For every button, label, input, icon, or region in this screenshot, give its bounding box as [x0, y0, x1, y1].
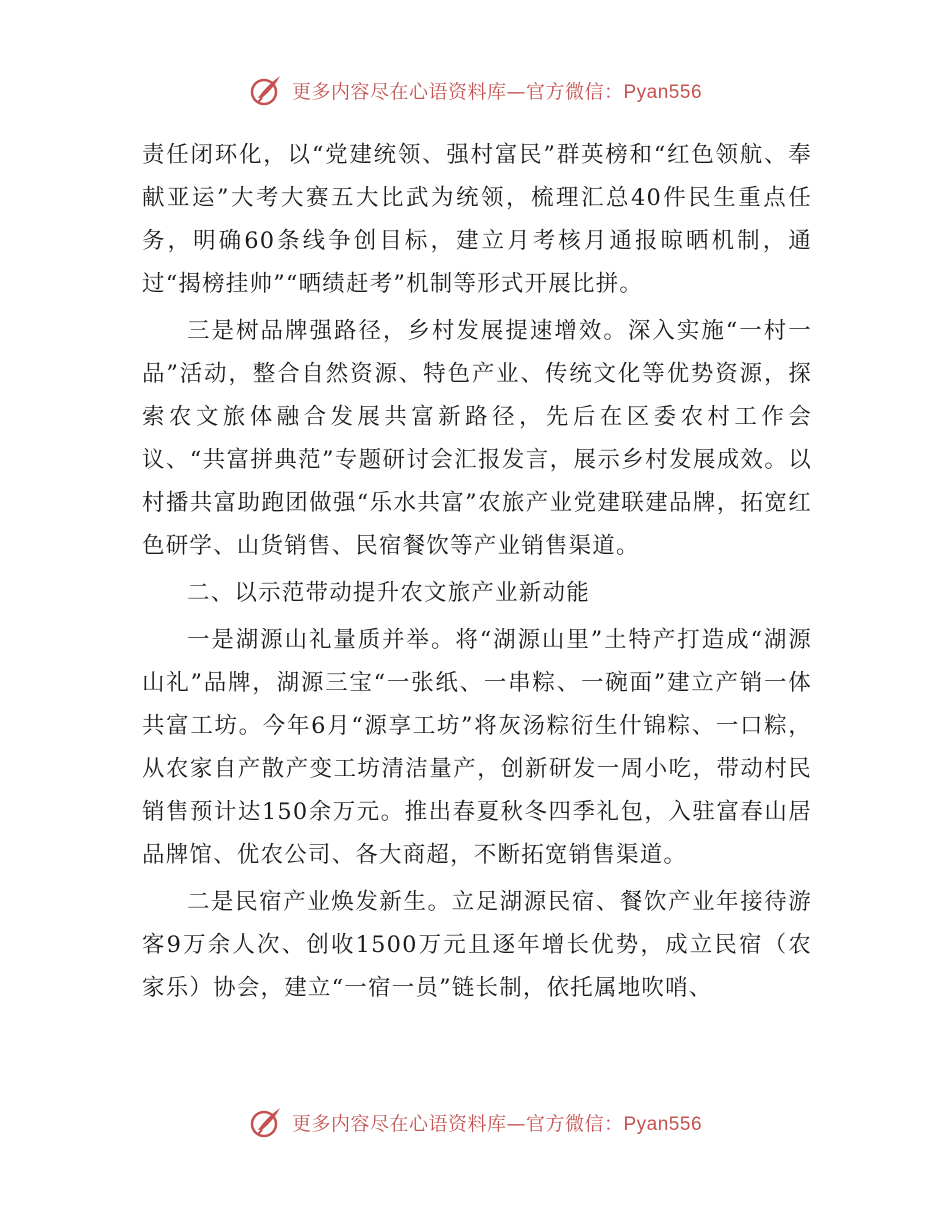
wechat-id: Pyan556: [623, 81, 703, 103]
quill-pen-logo-icon: [248, 1104, 284, 1140]
section-heading: 二、以示范带动提升农文旅产业新动能: [187, 580, 590, 606]
paragraph-2: 三是树品牌强路径，乡村发展提速增效。深入实施“一村一品”活动，整合自然资源、特色产业、传统文化等优势资源，探索农文旅体融合发展共富新路径，先后在区委农村工作会议、“共富拼典范”专题研讨会汇报发言，展示乡村发展成效。以村播共富助跑团做强“乐水共富”农旅产业党建联建品牌，拓宽红色研学、山货销售、民宿餐饮等产业销售渠道。: [142, 318, 812, 559]
header-banner: [0, 68, 950, 112]
paragraph-1: 责任闭环化，以“党建统领、强村富民”群英榜和“红色领航、奉献亚运”大考大赛五大比武为统领，梳理汇总40件民生重点任务，明确60条线争创目标，建立月考核月通报晾晒机制，通过“揭榜挂帅”“晒绩赶考”机制等形式开展比拼。: [142, 142, 812, 297]
document-body: [142, 134, 812, 1010]
banner-text: 更多内容尽在心语资料库—官方微信：Pyan556: [291, 1112, 703, 1135]
banner-text: 更多内容尽在心语资料库—官方微信：Pyan556: [291, 80, 703, 103]
footer-banner: [0, 1100, 950, 1144]
quill-pen-logo-icon: [248, 72, 284, 108]
wechat-id: Pyan556: [623, 1113, 703, 1135]
paragraph-4: 二是民宿产业焕发新生。立足湖源民宿、餐饮产业年接待游客9万余人次、创收1500万元且逐年增长优势，成立民宿（农家乐）协会，建立“一宿一员”链长制，依托属地吹哨、: [142, 889, 812, 1001]
paragraph-3: 一是湖源山礼量质并举。将“湖源山里”土特产打造成“湖源山礼”品牌，湖源三宝“一张纸、一串粽、一碗面”建立产销一体共富工坊。今年6月“源享工坊”将灰汤粽衍生什锦粽、一口粽，从农家自产散产变工坊清洁量产，创新研发一周小吃，带动村民销售预计达150余万元。推出春夏秋冬四季礼包，入驻富春山居品牌馆、优农公司、各大商超，不断拓宽销售渠道。: [142, 627, 812, 868]
